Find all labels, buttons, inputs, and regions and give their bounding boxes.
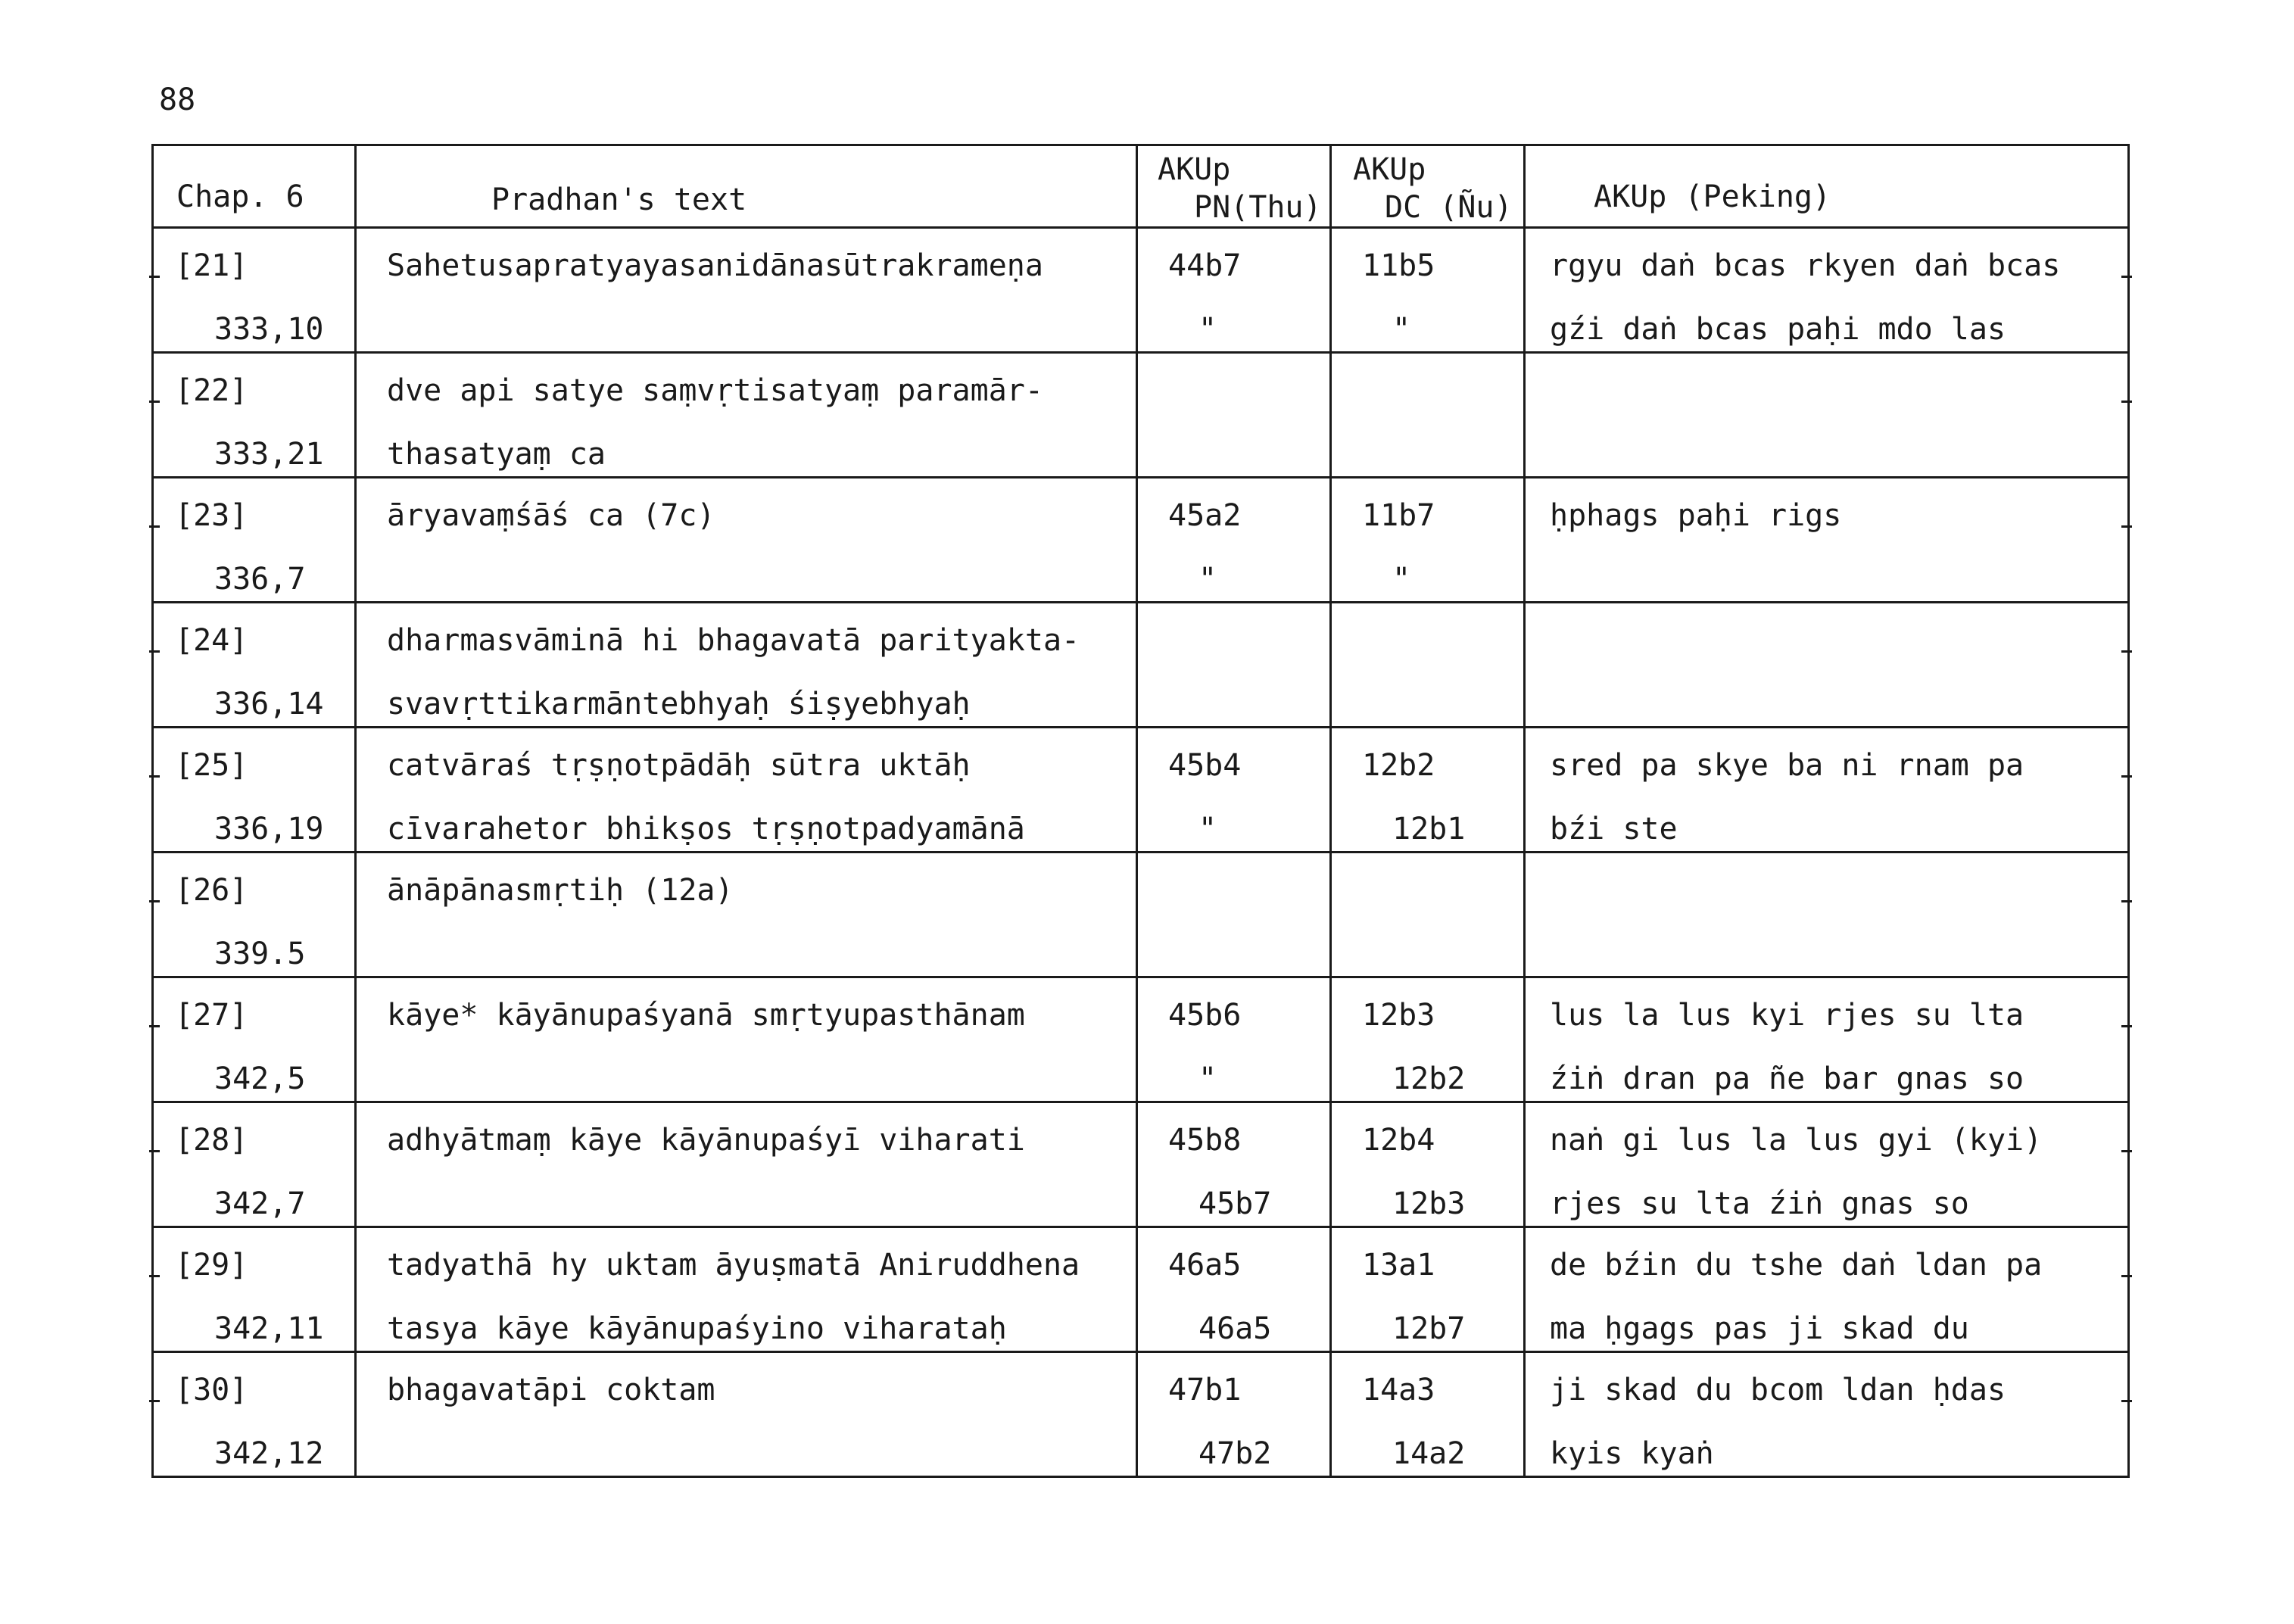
row-tick-mark xyxy=(149,775,160,778)
pradhan-text-line1: ānāpānasmṛtiḥ (12a) xyxy=(387,873,734,908)
row-tick-mark-right xyxy=(2121,1150,2132,1152)
dc-ref-line2: 12b3 xyxy=(1392,1186,1466,1221)
pradhan-text-cell xyxy=(356,603,1137,728)
row-tick-mark-right xyxy=(2121,900,2132,902)
dc-ref-line2: 14a2 xyxy=(1392,1436,1466,1471)
header-dc-line2: DC (Ñu) xyxy=(1385,190,1513,225)
entry-number: [28] xyxy=(175,1123,248,1158)
page-reference: 336,19 xyxy=(214,812,324,846)
dc-ref-cell xyxy=(1331,853,1525,977)
dc-ref-line2: 12b1 xyxy=(1392,812,1466,846)
pradhan-text-line1: dharmasvāminā hi bhagavatā parityakta- xyxy=(387,623,1080,658)
row-tick-mark-right xyxy=(2121,401,2132,403)
peking-text-cell xyxy=(1525,228,2129,353)
peking-text-line1: de bźin du tshe daṅ ldan pa xyxy=(1550,1248,2043,1283)
pn-ref-line1: 45b4 xyxy=(1168,748,1242,783)
row-tick-mark xyxy=(149,1025,160,1027)
entry-number: [22] xyxy=(175,373,248,408)
page-reference: 333,21 xyxy=(214,437,324,472)
pradhan-text-line1: āryavaṃśāś ca (7c) xyxy=(387,498,715,533)
pradhan-text-cell xyxy=(356,853,1137,977)
pradhan-text-line1: bhagavatāpi coktam xyxy=(387,1373,715,1407)
dc-ref-cell xyxy=(1331,1102,1525,1227)
row-tick-mark-right xyxy=(2121,525,2132,528)
row-tick-mark xyxy=(149,1400,160,1402)
peking-text-cell xyxy=(1525,977,2129,1102)
concordance-table xyxy=(151,144,2130,1478)
pn-ref-cell xyxy=(1137,353,1331,478)
dc-ref-cell xyxy=(1331,1227,1525,1352)
table-row xyxy=(153,353,2129,478)
pn-ref-cell xyxy=(1137,1352,1331,1477)
row-tick-mark-right xyxy=(2121,1400,2132,1402)
page-reference: 342,12 xyxy=(214,1436,324,1471)
pn-ref-line2: " xyxy=(1198,1061,1217,1096)
pn-ref-line1: 45a2 xyxy=(1168,498,1242,533)
dc-ref-cell xyxy=(1331,353,1525,478)
entry-number: [21] xyxy=(175,248,248,283)
pn-ref-line2: 47b2 xyxy=(1198,1436,1272,1471)
pn-ref-cell xyxy=(1137,853,1331,977)
header-peking-label: AKUp (Peking) xyxy=(1594,179,1831,214)
entry-number: [29] xyxy=(175,1248,248,1283)
pradhan-text-cell xyxy=(356,478,1137,603)
peking-text-line1: ji skad du bcom ldan ḥdas xyxy=(1550,1373,2006,1407)
entry-number: [25] xyxy=(175,748,248,783)
chapter-ref-cell xyxy=(153,478,356,603)
pn-ref-line1: 46a5 xyxy=(1168,1248,1242,1283)
entry-number: [24] xyxy=(175,623,248,658)
entry-number: [30] xyxy=(175,1373,248,1407)
peking-text-line1: rgyu daṅ bcas rkyen daṅ bcas xyxy=(1550,248,2061,283)
chapter-ref-cell xyxy=(153,1352,356,1477)
row-tick-mark-right xyxy=(2121,775,2132,778)
page-reference: 339.5 xyxy=(214,937,306,971)
pradhan-text-cell xyxy=(356,353,1137,478)
dc-ref-line1: 12b3 xyxy=(1362,998,1435,1033)
pn-ref-line2: 45b7 xyxy=(1198,1186,1272,1221)
row-tick-mark xyxy=(149,401,160,403)
pn-ref-cell xyxy=(1137,603,1331,728)
peking-text-line2: ma ḥgags pas ji skad du xyxy=(1550,1311,1969,1346)
header-dc-line1: AKUp xyxy=(1353,152,1426,187)
header-dc xyxy=(1331,145,1525,228)
table-row xyxy=(153,977,2129,1102)
chapter-ref-cell xyxy=(153,603,356,728)
dc-ref-line1: 13a1 xyxy=(1362,1248,1435,1283)
peking-text-cell xyxy=(1525,853,2129,977)
row-tick-mark-right xyxy=(2121,650,2132,653)
peking-text-line2: źiṅ dran pa ñe bar gnas so xyxy=(1550,1061,2024,1096)
dc-ref-cell xyxy=(1331,1352,1525,1477)
pradhan-text-cell xyxy=(356,977,1137,1102)
dc-ref-cell xyxy=(1331,728,1525,853)
dc-ref-line2: 12b2 xyxy=(1392,1061,1466,1096)
pn-ref-line1: 45b8 xyxy=(1168,1123,1242,1158)
pradhan-text-line2: thasatyaṃ ca xyxy=(387,437,606,472)
page-reference: 336,7 xyxy=(214,562,306,597)
table-row xyxy=(153,728,2129,853)
table-header-row xyxy=(153,145,2129,228)
peking-text-line1: naṅ gi lus la lus gyi (kyi) xyxy=(1550,1123,2043,1158)
pn-ref-cell xyxy=(1137,228,1331,353)
page-reference: 342,5 xyxy=(214,1061,306,1096)
pn-ref-cell xyxy=(1137,1102,1331,1227)
table-row xyxy=(153,853,2129,977)
pn-ref-cell xyxy=(1137,478,1331,603)
entry-number: [26] xyxy=(175,873,248,908)
table-row xyxy=(153,603,2129,728)
dc-ref-line1: 12b4 xyxy=(1362,1123,1435,1158)
dc-ref-cell xyxy=(1331,478,1525,603)
pradhan-text-line1: tadyathā hy uktam āyuṣmatā Aniruddhena xyxy=(387,1248,1080,1283)
pn-ref-line1: 45b6 xyxy=(1168,998,1242,1033)
row-tick-mark-right xyxy=(2121,1275,2132,1277)
chapter-ref-cell xyxy=(153,353,356,478)
pradhan-text-cell xyxy=(356,1102,1137,1227)
row-tick-mark xyxy=(149,650,160,653)
peking-text-line2: rjes su lta źiṅ gnas so xyxy=(1550,1186,1969,1221)
peking-text-cell xyxy=(1525,1102,2129,1227)
header-pn xyxy=(1137,145,1331,228)
table-row xyxy=(153,1102,2129,1227)
chapter-ref-cell xyxy=(153,977,356,1102)
header-pn-line1: AKUp xyxy=(1158,152,1231,187)
page-reference: 342,7 xyxy=(214,1186,306,1221)
row-tick-mark xyxy=(149,900,160,902)
page-number: 88 xyxy=(159,83,196,117)
peking-text-cell xyxy=(1525,603,2129,728)
page-reference: 342,11 xyxy=(214,1311,324,1346)
row-tick-mark xyxy=(149,1275,160,1277)
pn-ref-line2: 46a5 xyxy=(1198,1311,1272,1346)
pn-ref-line2: " xyxy=(1198,812,1217,846)
pradhan-text-cell xyxy=(356,1352,1137,1477)
pradhan-text-cell xyxy=(356,728,1137,853)
pn-ref-line1: 47b1 xyxy=(1168,1373,1242,1407)
row-tick-mark xyxy=(149,276,160,278)
peking-text-cell xyxy=(1525,728,2129,853)
pn-ref-cell xyxy=(1137,1227,1331,1352)
pradhan-text-line1: dve api satye saṃvṛtisatyaṃ paramār- xyxy=(387,373,1043,408)
table-row xyxy=(153,478,2129,603)
chapter-ref-cell xyxy=(153,228,356,353)
peking-text-line2: kyis kyaṅ xyxy=(1550,1436,1714,1471)
dc-ref-line2: " xyxy=(1392,562,1411,597)
pradhan-text-line2: tasya kāye kāyānupaśyino viharataḥ xyxy=(387,1311,1007,1346)
pn-ref-line2: " xyxy=(1198,562,1217,597)
dc-ref-cell xyxy=(1331,603,1525,728)
pradhan-text-cell xyxy=(356,228,1137,353)
entry-number: [27] xyxy=(175,998,248,1033)
peking-text-cell xyxy=(1525,1227,2129,1352)
dc-ref-cell xyxy=(1331,228,1525,353)
peking-text-line1: lus la lus kyi rjes su lta xyxy=(1550,998,2024,1033)
chapter-ref-cell xyxy=(153,853,356,977)
chapter-ref-cell xyxy=(153,728,356,853)
header-peking xyxy=(1525,145,2129,228)
header-pn-line2: PN(Thu) xyxy=(1194,190,1322,225)
row-tick-mark xyxy=(149,1150,160,1152)
dc-ref-line2: " xyxy=(1392,312,1411,347)
peking-text-line2: gźi daṅ bcas paḥi mdo las xyxy=(1550,312,2006,347)
row-tick-mark-right xyxy=(2121,1025,2132,1027)
row-tick-mark-right xyxy=(2121,276,2132,278)
pn-ref-line1: 44b7 xyxy=(1168,248,1242,283)
table-row xyxy=(153,228,2129,353)
pradhan-text-line1: Sahetusapratyayasanidānasūtrakrameṇa xyxy=(387,248,1043,283)
header-chap-label: Chap. 6 xyxy=(176,179,304,214)
peking-text-line2: bźi ste xyxy=(1550,812,1678,846)
dc-ref-line1: 11b5 xyxy=(1362,248,1435,283)
pradhan-text-line1: kāye* kāyānupaśyanā smṛtyupasthānam xyxy=(387,998,1025,1033)
pn-ref-cell xyxy=(1137,977,1331,1102)
dc-ref-line1: 12b2 xyxy=(1362,748,1435,783)
dc-ref-line1: 11b7 xyxy=(1362,498,1435,533)
pradhan-text-line2: cīvarahetor bhikṣos tṛṣṇotpadyamānā xyxy=(387,812,1025,846)
peking-text-line1: ḥphags paḥi rigs xyxy=(1550,498,1842,533)
pradhan-text-line1: catvāraś tṛṣṇotpādāḥ sūtra uktāḥ xyxy=(387,748,971,783)
dc-ref-line1: 14a3 xyxy=(1362,1373,1435,1407)
header-pradhan xyxy=(356,145,1137,228)
pn-ref-cell xyxy=(1137,728,1331,853)
chapter-ref-cell xyxy=(153,1227,356,1352)
chapter-ref-cell xyxy=(153,1102,356,1227)
peking-text-cell xyxy=(1525,353,2129,478)
header-pradhan-label: Pradhan's text xyxy=(491,182,747,217)
pradhan-text-cell xyxy=(356,1227,1137,1352)
table-row xyxy=(153,1227,2129,1352)
pradhan-text-line1: adhyātmaṃ kāye kāyānupaśyī viharati xyxy=(387,1123,1025,1158)
page-reference: 333,10 xyxy=(214,312,324,347)
pn-ref-line2: " xyxy=(1198,312,1217,347)
peking-text-line1: sred pa skye ba ni rnam pa xyxy=(1550,748,2024,783)
peking-text-cell xyxy=(1525,1352,2129,1477)
header-chap xyxy=(153,145,356,228)
pradhan-text-line2: svavṛttikarmāntebhyaḥ śiṣyebhyaḥ xyxy=(387,687,971,722)
peking-text-cell xyxy=(1525,478,2129,603)
row-tick-mark xyxy=(149,525,160,528)
entry-number: [23] xyxy=(175,498,248,533)
page-reference: 336,14 xyxy=(214,687,324,722)
table-row xyxy=(153,1352,2129,1477)
dc-ref-cell xyxy=(1331,977,1525,1102)
dc-ref-line2: 12b7 xyxy=(1392,1311,1466,1346)
